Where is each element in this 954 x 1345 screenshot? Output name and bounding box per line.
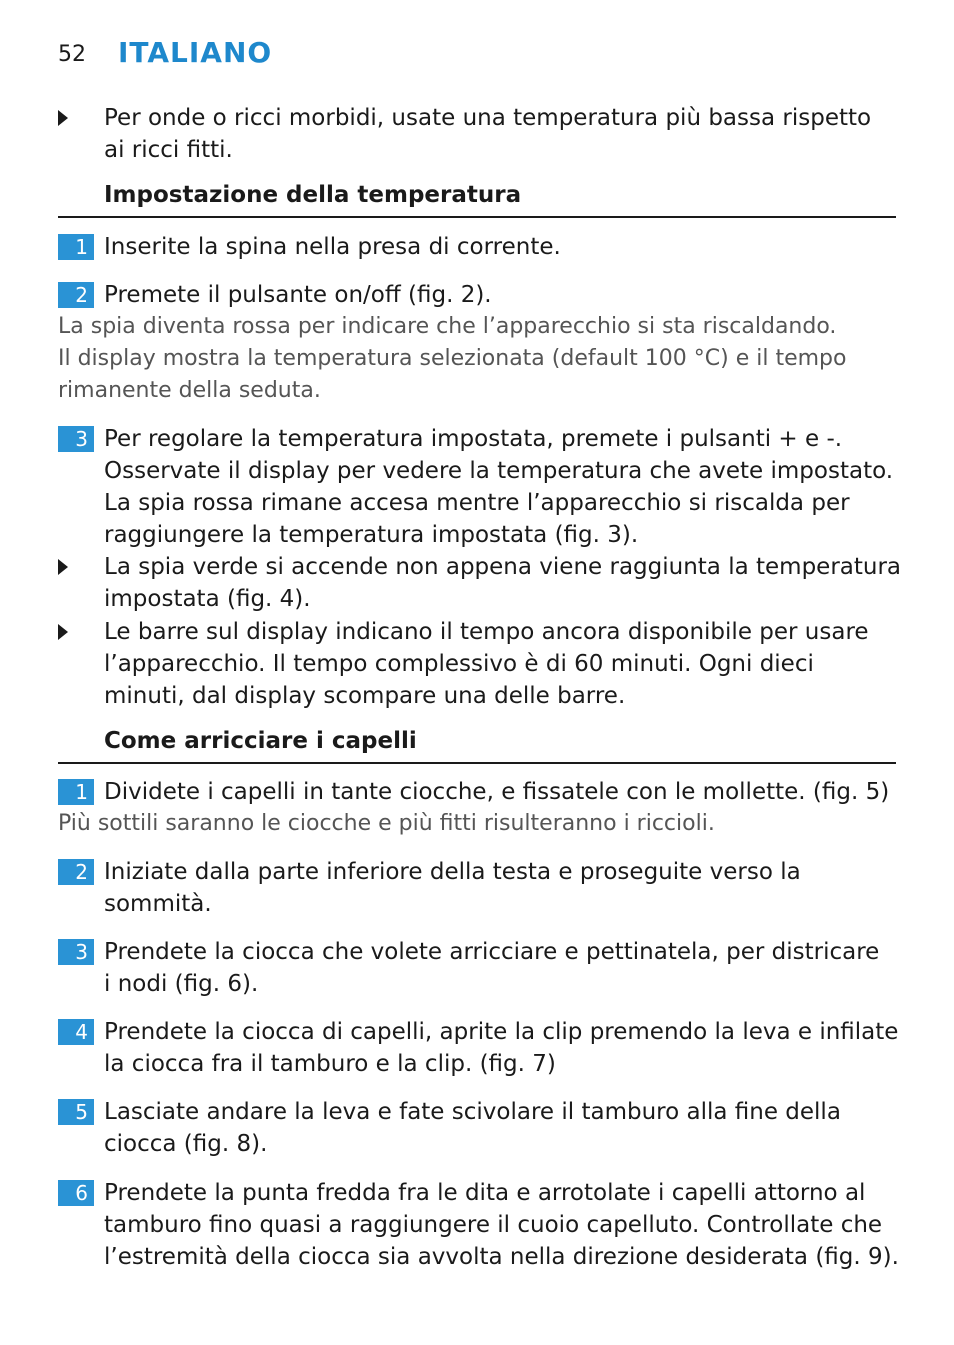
section-divider — [58, 762, 896, 764]
step-note: La spia diventa rossa per indicare che l’apparecchio si sta riscaldando. — [58, 314, 837, 339]
step-text-line: La spia rossa rimane accesa mentre l’apparecchio si riscalda per — [104, 490, 850, 516]
step-text-line: Prendete la ciocca di capelli, aprite la clip premendo la leva e infilate — [104, 1019, 899, 1045]
bullet-text-line: Per onde o ricci morbidi, usate una temperatura più bassa rispetto — [104, 105, 872, 131]
step-number-badge: 1 — [58, 779, 94, 805]
step-text: Dividete i capelli in tante ciocche, e fissatele con le mollette. (fig. 5) — [104, 779, 890, 805]
step-text-line: l’estremità della ciocca sia avvolta nella direzione desiderata (fig. 9). — [104, 1244, 899, 1270]
step-text-line: Iniziate dalla parte inferiore della testa e proseguite verso la — [104, 859, 801, 885]
bullet-text-line: Le barre sul display indicano il tempo ancora disponibile per usare — [104, 619, 869, 645]
step-text-line: sommità. — [104, 891, 212, 917]
step-number-badge: 5 — [58, 1099, 94, 1125]
step-number-badge: 6 — [58, 1180, 94, 1206]
step-text-line: Per regolare la temperatura impostata, premete i pulsanti + e -. — [104, 426, 843, 452]
bullet-text-line: ai ricci fitti. — [104, 137, 233, 163]
bullet-icon — [58, 551, 70, 575]
step-number-badge: 2 — [58, 282, 94, 308]
step-text-line: Lasciate andare la leva e fate scivolare il tamburo alla fine della — [104, 1099, 841, 1125]
step-text-line: Prendete la punta fredda fra le dita e arrotolate i capelli attorno al — [104, 1180, 866, 1206]
section-title: Impostazione della temperatura — [104, 182, 522, 208]
step-text: Inserite la spina nella presa di corrente. — [104, 234, 561, 260]
step-text-line: raggiungere la temperatura impostata (fig. 3). — [104, 522, 639, 548]
step-note: Più sottili saranno le ciocche e più fitti risulteranno i riccioli. — [58, 811, 715, 836]
step-text-line: i nodi (fig. 6). — [104, 971, 259, 997]
step-text-line: tamburo fino quasi a raggiungere il cuoio capelluto. Controllate che — [104, 1212, 883, 1238]
step-text: Premete il pulsante on/off (fig. 2). — [104, 282, 492, 308]
step-text-line: Prendete la ciocca che volete arricciare e pettinatela, per districare — [104, 939, 880, 965]
language-heading: ITALIANO — [118, 36, 273, 69]
step-number-badge: 4 — [58, 1019, 94, 1045]
step-text-line: Osservate il display per vedere la temperatura che avete impostato. — [104, 458, 894, 484]
step-number-badge: 3 — [58, 939, 94, 965]
step-text-line: la ciocca fra il tamburo e la clip. (fig. 7) — [104, 1051, 556, 1077]
step-number-badge: 3 — [58, 426, 94, 452]
bullet-icon — [58, 102, 70, 126]
bullet-icon — [58, 616, 70, 640]
section-title: Come arricciare i capelli — [104, 728, 417, 754]
bullet-text-line: impostata (fig. 4). — [104, 586, 311, 612]
bullet-text-line: minuti, dal display scompare una delle barre. — [104, 683, 626, 709]
step-note: rimanente della seduta. — [58, 378, 321, 403]
step-text-line: ciocca (fig. 8). — [104, 1131, 268, 1157]
page-number: 52 — [58, 42, 86, 67]
bullet-text-line: l’apparecchio. Il tempo complessivo è di 60 minuti. Ogni dieci — [104, 651, 814, 677]
step-number-badge: 1 — [58, 234, 94, 260]
step-note: Il display mostra la temperatura selezionata (default 100 °C) e il tempo — [58, 346, 847, 371]
step-number-badge: 2 — [58, 859, 94, 885]
section-divider — [58, 216, 896, 218]
bullet-text-line: La spia verde si accende non appena viene raggiunta la temperatura — [104, 554, 902, 580]
